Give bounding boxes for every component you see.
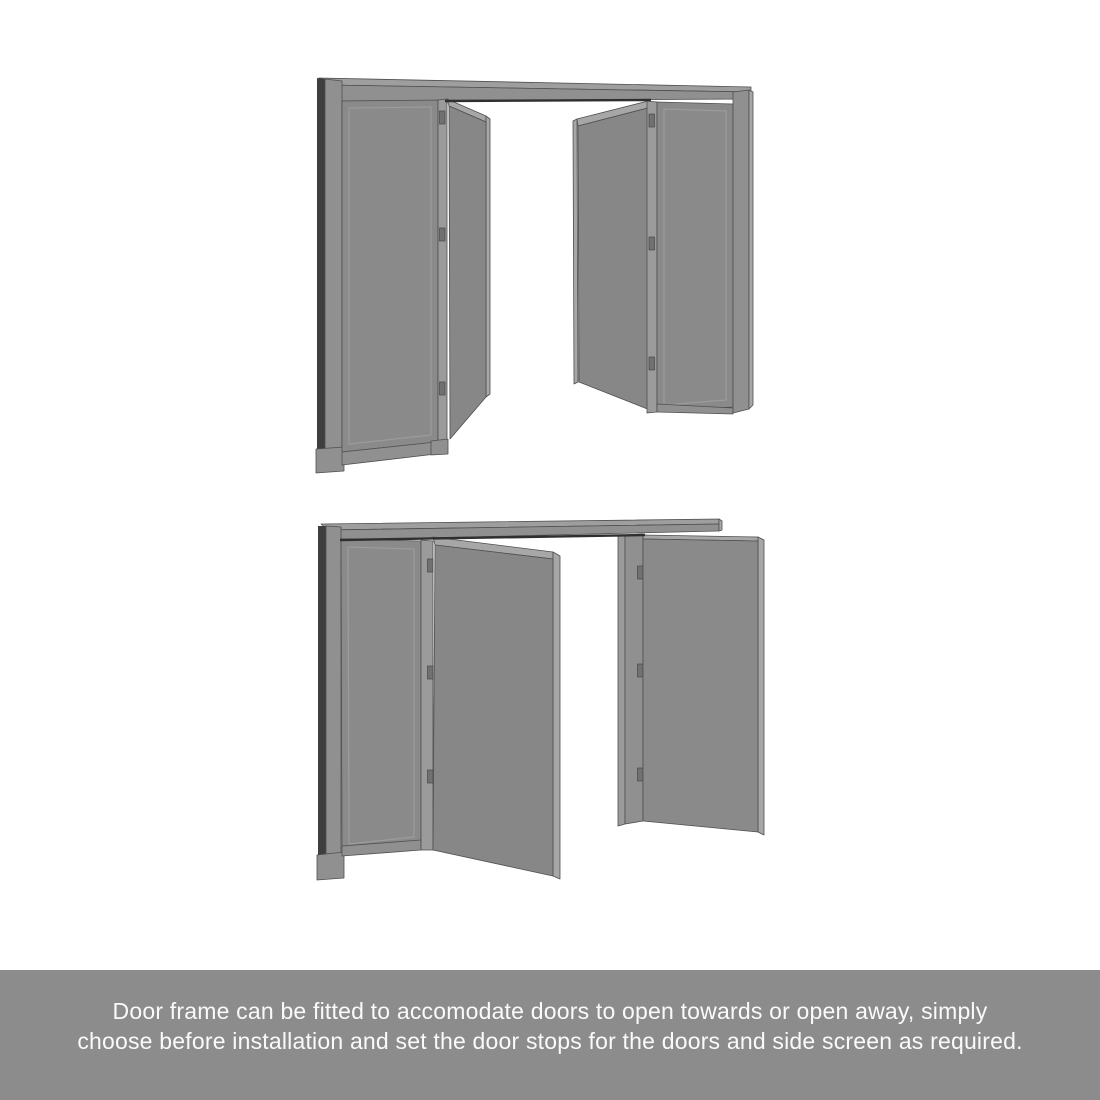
hinge-icon	[440, 111, 446, 124]
hinge-icon	[440, 382, 446, 395]
hinge-icon	[638, 566, 644, 579]
frame-jamb-left-foot	[317, 852, 344, 880]
open-door-left-face	[433, 545, 553, 876]
hinge-icon	[638, 664, 644, 677]
hinge-icon	[649, 357, 655, 370]
side-screen-right	[657, 102, 733, 412]
caption-text	[0, 970, 1100, 1056]
head-track-shadow	[445, 100, 651, 101]
hinge-mullion	[421, 540, 433, 850]
open-door-right-face	[643, 539, 758, 832]
caption-bar	[0, 970, 1100, 1100]
hinge-icon	[428, 666, 434, 679]
illustration-doors-open-towards	[317, 519, 764, 880]
fold-door-left-outer-edge	[486, 116, 490, 397]
hinge-icon	[649, 114, 655, 127]
open-door-right-outer-edge	[758, 537, 764, 835]
open-door-left-outer-edge	[553, 552, 560, 879]
side-screen-left	[342, 100, 438, 452]
illustration-doors-open-away	[316, 78, 753, 473]
caption-line-1: Door frame can be fitted to accomodate doors to open towards or open away, simply	[112, 998, 988, 1024]
hinge-icon	[638, 768, 644, 781]
frame-jamb-left-dark-edge	[317, 78, 325, 470]
fold-door-right-outer-edge	[573, 119, 578, 384]
frame-jamb-left-dark-edge	[318, 526, 326, 878]
fold-door-left-face	[449, 106, 486, 439]
frame-jamb-left-foot	[316, 447, 344, 473]
fold-door-right-face	[578, 108, 650, 410]
frame-jamb-right-outer-strip	[618, 535, 625, 826]
caption-line-2: choose before installation and set the door stops for the doors and side screen as required.	[77, 1028, 1023, 1054]
frame-jamb-left-face	[326, 526, 341, 876]
frame-jamb-left-face	[325, 79, 342, 468]
hinge-icon	[428, 559, 434, 572]
frame-jamb-right-face	[733, 90, 749, 413]
hinge-icon	[440, 228, 446, 241]
hinge-stile-left-foot	[431, 439, 448, 455]
side-screen-left	[341, 539, 421, 852]
frame-jamb-right-outer-edge	[749, 90, 753, 409]
hinge-icon	[649, 237, 655, 250]
frame-head-end-cap	[719, 519, 722, 531]
hinge-icon	[428, 770, 434, 783]
